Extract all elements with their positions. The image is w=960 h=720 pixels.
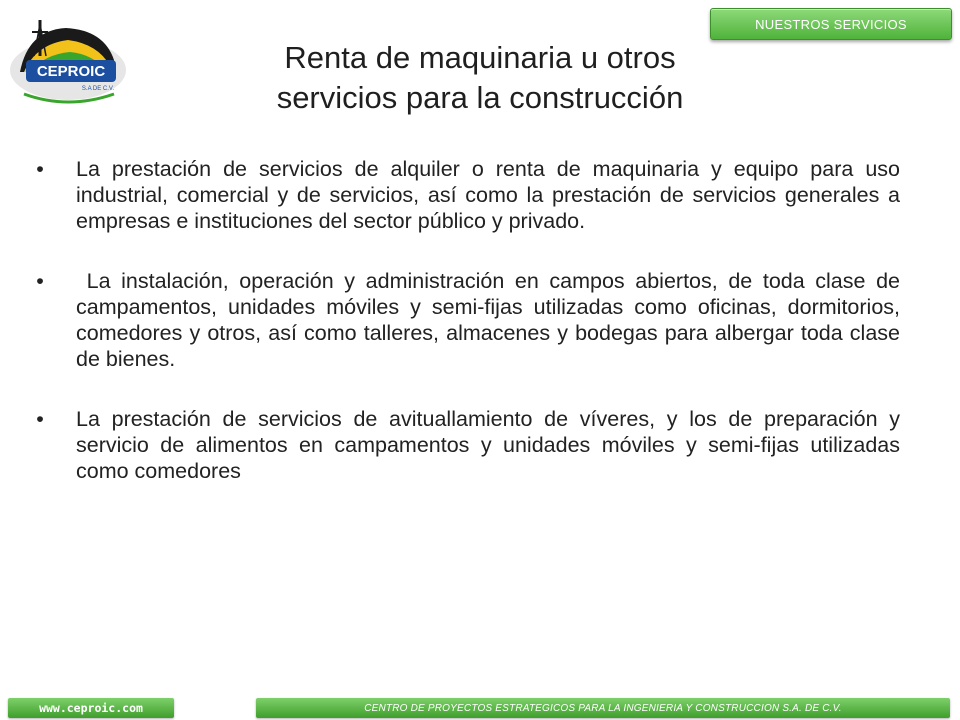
logo-graphic	[6, 10, 130, 114]
company-logo	[6, 10, 130, 114]
our-services-button[interactable]: NUESTROS SERVICIOS	[710, 8, 952, 40]
bullet-icon: •	[36, 407, 44, 431]
page-title	[170, 38, 790, 118]
bullet-icon: •	[36, 269, 44, 293]
list-item	[30, 156, 900, 234]
logo-suffix-text: S.A DE C.V.	[81, 86, 115, 92]
list-item-text: La prestación de servicios de alquiler o renta de maquinaria y equipo para uso industrial, comercial y de servicios, así como la prestación de servicios generales a empresas e instituciones del sector público y privado.	[76, 157, 900, 233]
title-line-2: servicios para la construcción	[276, 80, 684, 115]
company-name-banner: CENTRO DE PROYECTOS ESTRATEGICOS PARA LA INGENIERIA Y CONSTRUCCION S.A. DE C.V.	[256, 698, 950, 718]
list-item-text: La prestación de servicios de avituallamiento de víveres, y los de preparación y servicio de alimentos en campamentos y unidades móviles y semi-fijas utilizadas como comedores	[76, 407, 900, 483]
bullet-icon: •	[36, 157, 44, 181]
list-item	[30, 268, 906, 372]
list-item-text: La instalación, operación y administración en campos abiertos, de toda clase de campamentos, unidades móviles y semi-fijas utilizadas como oficinas, dormitorios, comedores y otros, así como talleres, almacenes y bodegas para albergar toda clase de bienes.	[76, 269, 906, 371]
website-link[interactable]: www.ceproic.com	[8, 698, 174, 718]
logo-brand-text: CEPROIC	[36, 63, 106, 80]
list-item	[30, 406, 900, 484]
title-line-1: Renta de maquinaria u otros	[284, 40, 676, 75]
services-list	[30, 156, 906, 484]
